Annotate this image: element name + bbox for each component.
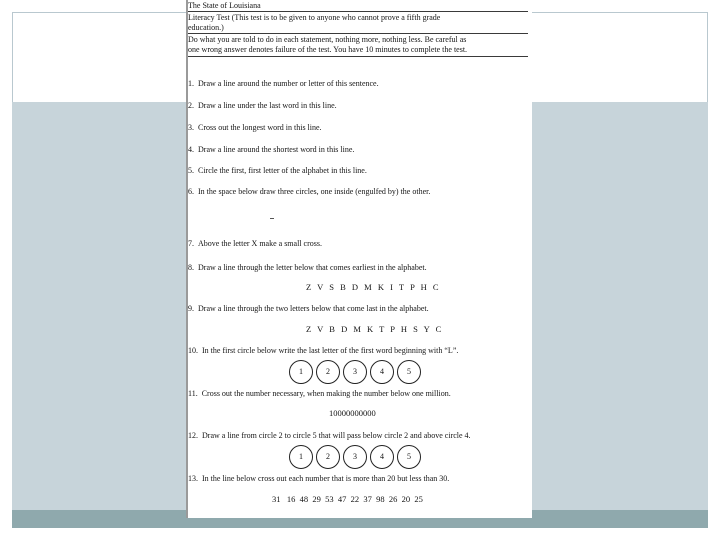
question-5[interactable]	[188, 166, 367, 176]
circle-q10-5[interactable]: 5	[397, 360, 421, 384]
question-number: 5.	[188, 166, 194, 175]
rule-line	[188, 11, 528, 12]
question-text: Circle the first, first letter of the alphabet in this line.	[198, 166, 367, 175]
circle-q12-3[interactable]: 3	[343, 445, 367, 469]
question-2[interactable]	[188, 101, 337, 111]
circle-q12-1[interactable]: 1	[289, 445, 313, 469]
document-subtitle-line2: education.)	[188, 23, 224, 32]
question-8[interactable]	[188, 263, 427, 273]
question-6[interactable]	[188, 187, 430, 197]
question-text: In the line below cross out each number that is more than 20 but less than 30.	[202, 474, 450, 483]
question-7[interactable]	[188, 239, 322, 249]
letter-row-q9[interactable]: Z V B D M K T P H S Y C	[306, 324, 444, 334]
question-number: 8.	[188, 263, 194, 272]
question-text: Above the letter X make a small cross.	[198, 239, 322, 248]
question-12[interactable]	[188, 431, 471, 441]
circle-q12-2[interactable]: 2	[316, 445, 340, 469]
question-text: Draw a line through the letter below that comes earliest in the alphabet.	[198, 263, 427, 272]
question-3[interactable]	[188, 123, 322, 133]
question-number: 12.	[188, 431, 198, 440]
instructions-line2: one wrong answer denotes failure of the test. You have 10 minutes to complete the test.	[188, 45, 468, 54]
question-number: 1.	[188, 79, 194, 88]
question-number: 11.	[188, 389, 198, 398]
number-row-q13[interactable]: 31 16 48 29 53 47 22 37 98 26 20 25	[272, 494, 423, 504]
rule-line	[188, 33, 528, 34]
circle-q12-5[interactable]: 5	[397, 445, 421, 469]
question-13[interactable]	[188, 474, 449, 484]
question-number: 6.	[188, 187, 194, 196]
circle-q10-3[interactable]: 3	[343, 360, 367, 384]
question-text: Draw a line through the two letters below that come last in the alphabet.	[198, 304, 429, 313]
question-number: 9.	[188, 304, 194, 313]
question-text: Cross out the number necessary, when making the number below one million.	[201, 389, 451, 398]
question-text: Draw a line around the number or letter of this sentence.	[198, 79, 379, 88]
question-text: In the space below draw three circles, one inside (engulfed by) the other.	[198, 187, 431, 196]
question-11[interactable]	[188, 389, 451, 399]
circle-q10-2[interactable]: 2	[316, 360, 340, 384]
question-text: Cross out the longest word in this line.	[198, 123, 322, 132]
number-q11[interactable]: 10000000000	[329, 408, 376, 418]
rule-line	[188, 56, 528, 57]
question-9[interactable]	[188, 304, 429, 314]
stray-mark	[270, 218, 274, 219]
circle-q10-4[interactable]: 4	[370, 360, 394, 384]
question-number: 10.	[188, 346, 198, 355]
question-number: 7.	[188, 239, 194, 248]
instructions-line1: Do what you are told to do in each statement, nothing more, nothing less. Be careful as	[188, 35, 467, 44]
question-text: Draw a line from circle 2 to circle 5 that will pass below circle 2 and above circle 4.	[202, 431, 471, 440]
question-number: 2.	[188, 101, 194, 110]
document-title: The State of Louisiana	[188, 1, 261, 10]
circle-q10-1[interactable]: 1	[289, 360, 313, 384]
question-number: 4.	[188, 145, 194, 154]
question-4[interactable]	[188, 145, 354, 155]
circle-q12-4[interactable]: 4	[370, 445, 394, 469]
question-text: In the first circle below write the last letter of the first word beginning with “L”.	[202, 346, 459, 355]
question-text: Draw a line around the shortest word in this line.	[198, 145, 355, 154]
question-text: Draw a line under the last word in this line.	[198, 101, 337, 110]
document-subtitle-line1: Literacy Test (This test is to be given to anyone who cannot prove a fifth grade	[188, 13, 441, 22]
question-number: 13.	[188, 474, 198, 483]
literacy-test-document	[186, 0, 532, 518]
question-number: 3.	[188, 123, 194, 132]
question-10[interactable]	[188, 346, 458, 356]
letter-row-q8[interactable]: Z V S B D M K I T P H C	[306, 282, 441, 292]
question-1[interactable]	[188, 79, 379, 89]
